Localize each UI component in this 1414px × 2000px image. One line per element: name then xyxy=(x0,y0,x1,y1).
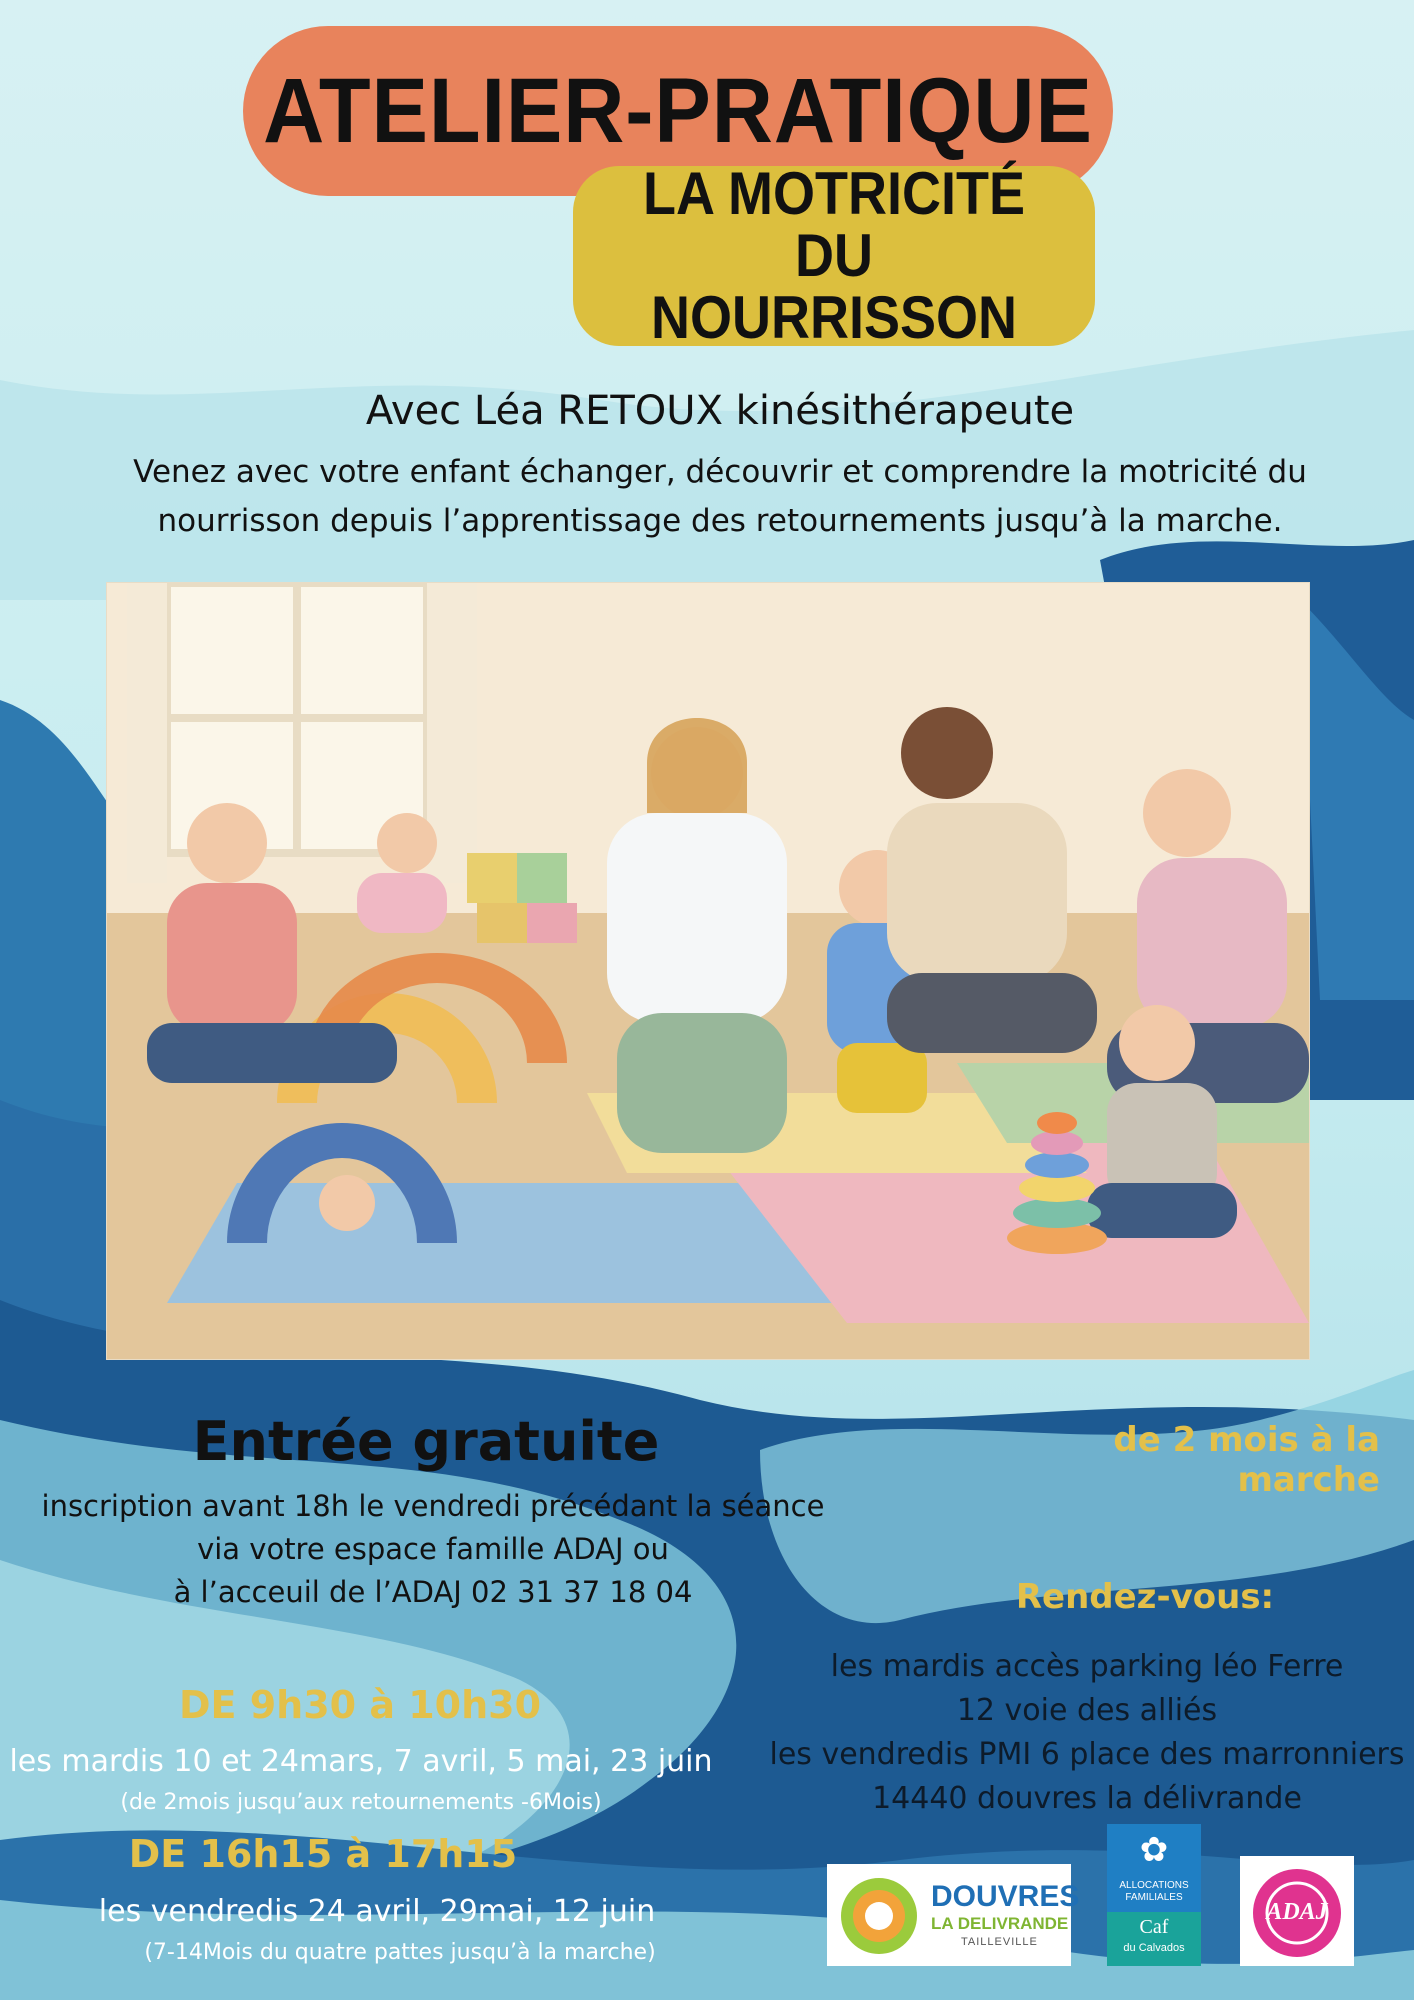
session-2-time: DE 16h15 à 17h15 xyxy=(128,1832,518,1876)
session-1-time: DE 9h30 à 10h30 xyxy=(178,1683,542,1727)
intro-description-line-1: Venez avec votre enfant échanger, découvrir et comprendre la motricité du xyxy=(133,454,1307,490)
subtitle-line-1: LA MOTRICITÉ DU xyxy=(643,160,1025,289)
rendezvous-line-2: 12 voie des alliés xyxy=(956,1693,1218,1728)
page-subtitle xyxy=(599,160,1069,351)
registration-line-1: inscription avant 18h le vendredi précédant la séance xyxy=(41,1489,825,1523)
rendezvous-heading: Rendez-vous: xyxy=(1015,1577,1275,1617)
rendezvous-line-4: 14440 douvres la délivrande xyxy=(872,1781,1302,1816)
page-title: ATELIER-PRATIQUE xyxy=(263,59,1093,162)
session-1-note: (de 2mois jusqu’aux retournements -6Mois) xyxy=(120,1790,602,1815)
session-1-dates: les mardis 10 et 24mars, 7 avril, 5 mai, 23 juin xyxy=(9,1744,713,1779)
douvres-logo xyxy=(827,1864,1080,1966)
douvres-name: DOUVRES xyxy=(931,1880,1080,1913)
adaj-logo xyxy=(1240,1856,1354,1966)
workshop-illustration xyxy=(106,582,1310,1360)
subtitle-banner xyxy=(573,160,1095,351)
adaj-text: ADAJ xyxy=(1266,1899,1328,1925)
session-2-note: (7-14Mois du quatre pattes jusqu’à la marche) xyxy=(144,1940,656,1965)
registration-line-3: à l’acceuil de l’ADAJ 02 31 37 18 04 xyxy=(173,1575,693,1609)
rendezvous-line-3: les vendredis PMI 6 place des marronniers xyxy=(769,1737,1405,1772)
caf-line-1: ALLOCATIONS xyxy=(1119,1880,1189,1891)
registration-info xyxy=(26,1485,840,1614)
douvres-tailleville: TAILLEVILLE xyxy=(961,1936,1038,1948)
rendezvous-line-1: les mardis accès parking léo Ferre xyxy=(830,1649,1344,1684)
caf-line-3: Caf xyxy=(1139,1916,1169,1938)
caf-line-2: FAMILIALES xyxy=(1125,1892,1183,1903)
intro-description-line-2: nourrisson depuis l’apprentissage des retournements jusqu’à la marche. xyxy=(157,503,1283,539)
caf-line-4: du Calvados xyxy=(1123,1942,1185,1954)
session-2-dates: les vendredis 24 avril, 29mai, 12 juin xyxy=(98,1894,656,1929)
subtitle-line-2: NOURRISSON xyxy=(650,284,1018,351)
rendezvous-info xyxy=(760,1645,1414,1821)
caf-family-icon: ✿ xyxy=(1139,1830,1169,1870)
caf-logo xyxy=(1107,1824,1201,1966)
free-entry-heading: Entrée gratuite xyxy=(192,1410,660,1473)
registration-line-2: via votre espace famille ADAJ ou xyxy=(197,1532,669,1566)
age-range: de 2 mois à la marche xyxy=(1113,1420,1380,1500)
speaker-line: Avec Léa RETOUX kinésithérapeute xyxy=(365,388,1075,434)
douvres-subname: LA DELIVRANDE xyxy=(931,1914,1069,1933)
intro-description xyxy=(0,448,1414,546)
